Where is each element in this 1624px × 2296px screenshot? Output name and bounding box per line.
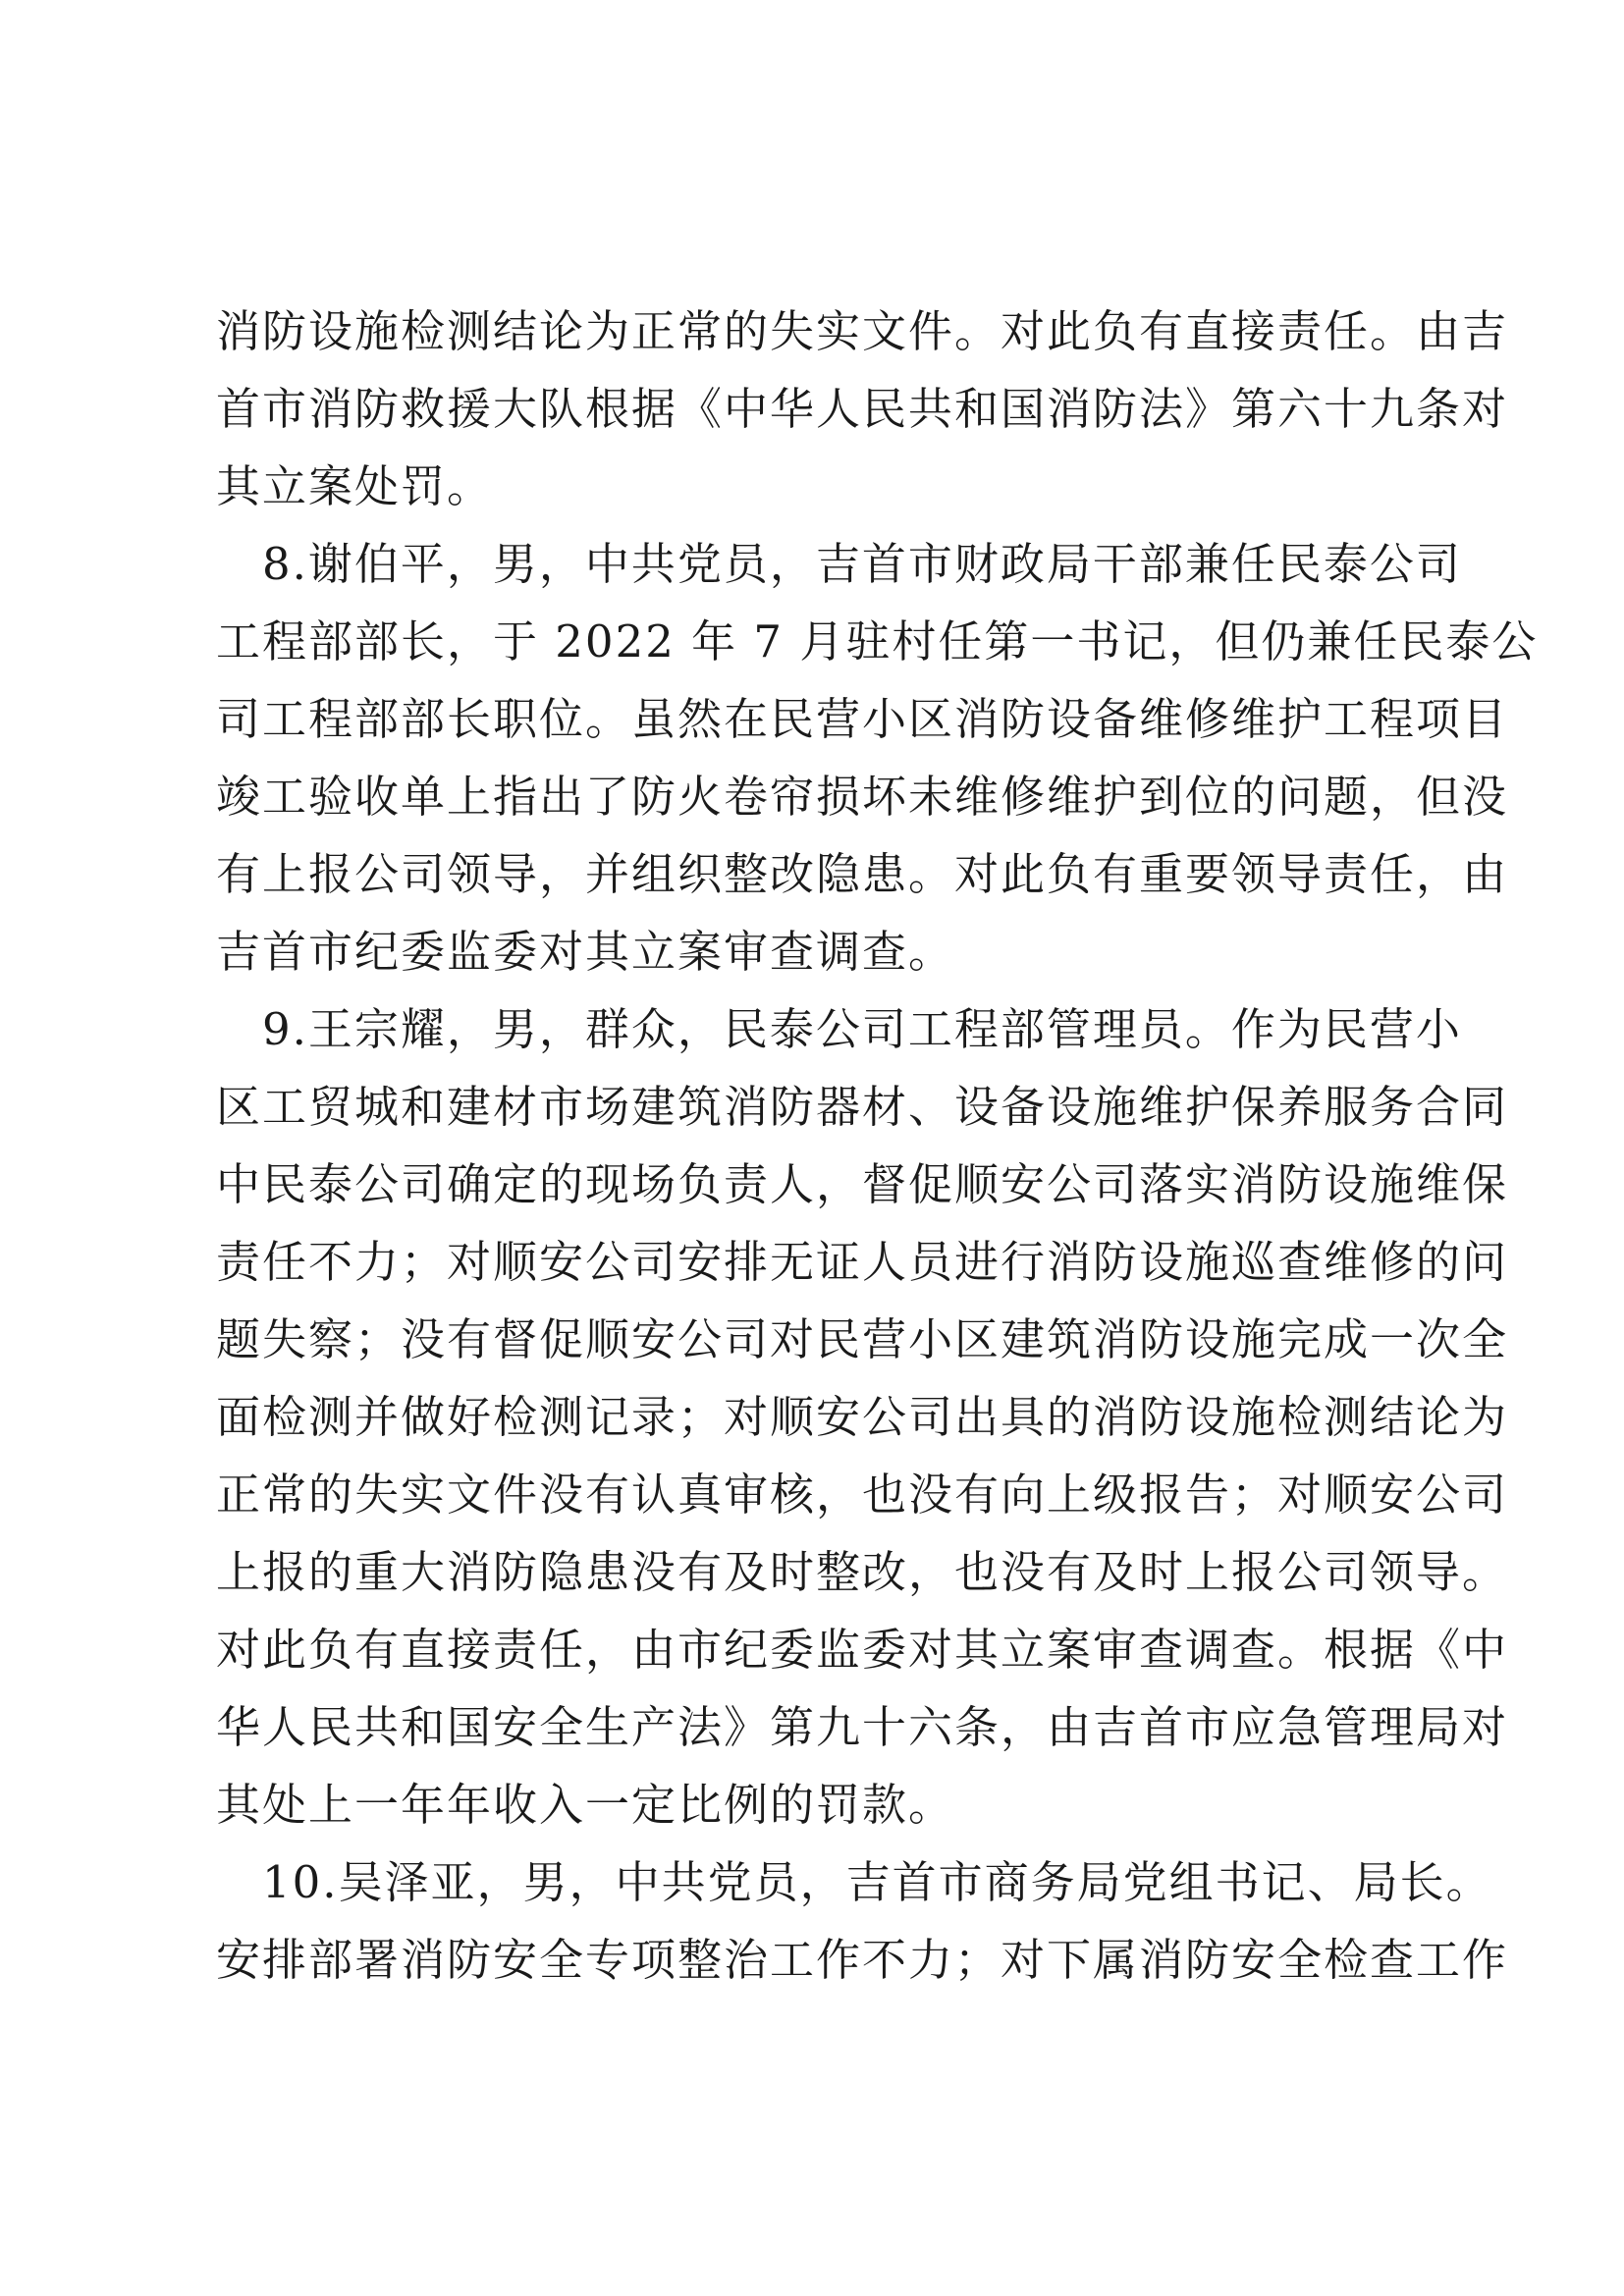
text-line: 消防设施检测结论为正常的失实文件。对此负有直接责任。由吉 xyxy=(216,305,1509,357)
text-line: 正常的失实文件没有认真审核，也没有向上级报告；对顺安公司 xyxy=(216,1468,1509,1521)
text-line: 面检测并做好检测记录；对顺安公司出具的消防设施检测结论为 xyxy=(216,1391,1509,1443)
paragraph-p-item-10 xyxy=(216,1843,1509,1999)
paragraph-p-item-8 xyxy=(216,525,1539,990)
text-line: 吉首市纪委监委对其立案审查调查。 xyxy=(216,926,955,978)
text-line: 首市消防救援大队根据《中华人民共和国消防法》第六十九条对 xyxy=(216,383,1509,435)
text-line: 其立案处罚。 xyxy=(216,460,494,512)
text-line: 其处上一年年收入一定比例的罚款。 xyxy=(216,1779,955,1831)
text-line: 司工程部部长职位。虽然在民营小区消防设备维修维护工程项目 xyxy=(216,693,1509,745)
text-line: 题失察；没有督促顺安公司对民营小区建筑消防设施完成一次全 xyxy=(216,1313,1509,1365)
text-line: 责任不力；对顺安公司安排无证人员进行消防设施巡查维修的问 xyxy=(216,1236,1509,1288)
body-text xyxy=(216,293,1539,1999)
text-line: 区工贸城和建材市场建筑消防器材、设备设施维护保养服务合同 xyxy=(216,1081,1509,1133)
text-line: 对此负有直接责任，由市纪委监委对其立案审查调查。根据《中 xyxy=(216,1624,1509,1676)
text-line: 9.王宗耀，男，群众，民泰公司工程部管理员。作为民营小 xyxy=(216,1003,1462,1055)
text-line: 上报的重大消防隐患没有及时整改，也没有及时上报公司领导。 xyxy=(216,1546,1509,1598)
paragraph-p-continued xyxy=(216,293,1509,525)
paragraph-p-item-9 xyxy=(216,990,1509,1843)
text-line: 10.吴泽亚，男，中共党员，吉首市商务局党组书记、局长。 xyxy=(216,1856,1492,1908)
text-line: 8.谢伯平，男，中共党员，吉首市财政局干部兼任民泰公司 xyxy=(216,538,1462,590)
text-line: 中民泰公司确定的现场负责人，督促顺安公司落实消防设施维保 xyxy=(216,1158,1509,1210)
text-line: 安排部署消防安全专项整治工作不力；对下属消防安全检查工作 xyxy=(216,1934,1509,1986)
text-line: 竣工验收单上指出了防火卷帘损坏未维修维护到位的问题，但没 xyxy=(216,771,1509,823)
text-line: 有上报公司领导，并组织整改隐患。对此负有重要领导责任，由 xyxy=(216,848,1509,900)
text-line: 工程部部长，于 2022 年 7 月驻村任第一书记，但仍兼任民泰公 xyxy=(216,615,1539,667)
text-line: 华人民共和国安全生产法》第九十六条，由吉首市应急管理局对 xyxy=(216,1701,1509,1753)
